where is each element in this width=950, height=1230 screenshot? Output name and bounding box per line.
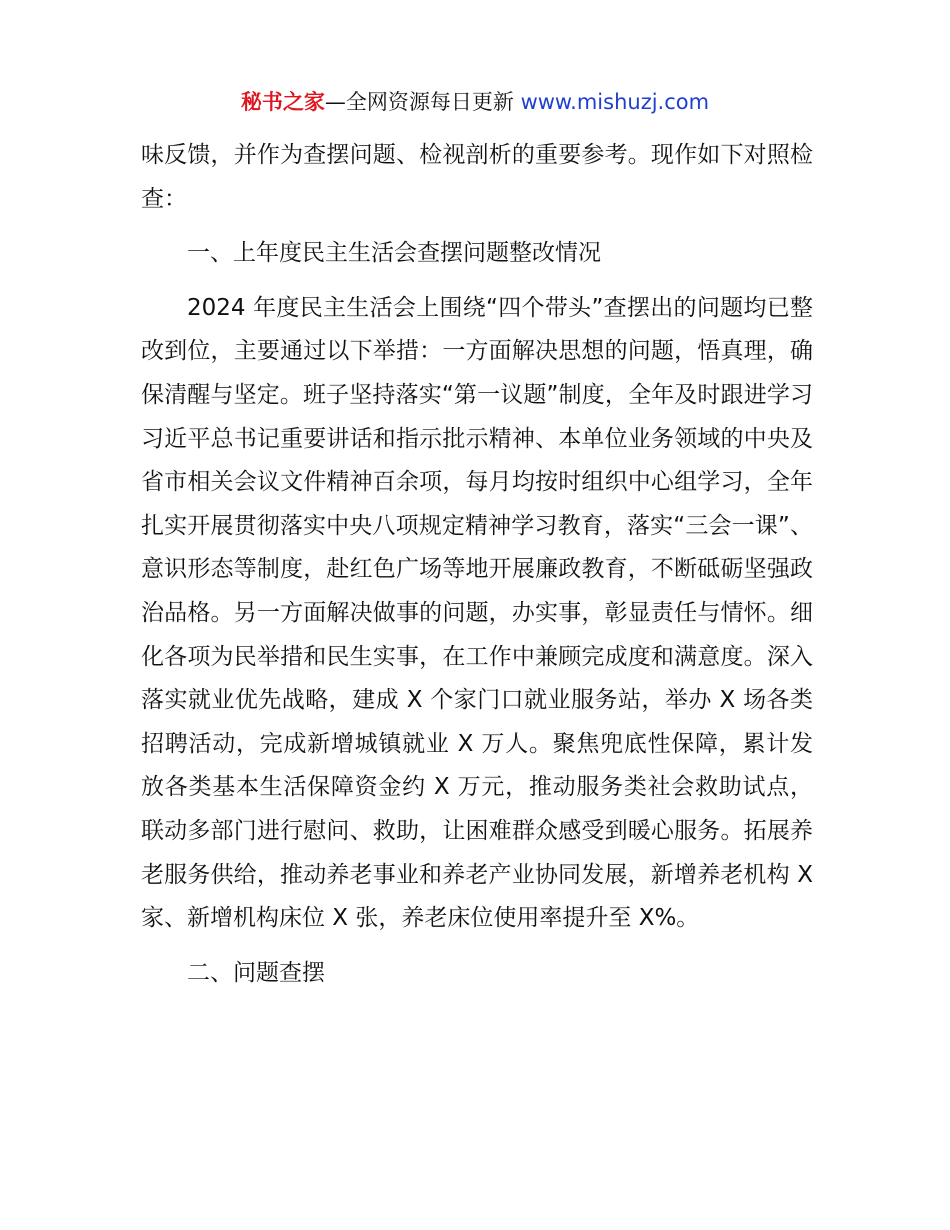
brand-name: 秘书之家 xyxy=(240,90,325,114)
site-url-link[interactable]: www.mishuzj.com xyxy=(520,90,710,114)
section-heading-2: 二、问题查摆 xyxy=(187,959,325,986)
header-tagline: —全网资源每日更新 xyxy=(324,90,514,114)
site-header xyxy=(0,86,950,118)
continuation-text: 味反馈，并作为查摆问题、检视剖析的重要参考。现作如下对照检查： xyxy=(141,142,813,212)
body-paragraph-1: 2024 年度民主生活会上围绕“四个带头”查摆出的问题均已整改到位，主要通过以下举措：一方面解决思想的问题，悟真理，确保清醒与坚定。班子坚持落实“第一议题”制度，全年及时跟进学习习近平总书记重要讲话和指示批示精神、本单位业务领域的中央及省市相关会议文件精神百余项，每月均按时组织中心组学习，全年扎实开展贯彻落实中央八项规定精神学习教育，落实“三会一课”、意识形态等制度，赴红色广场等地开展廉政教育，不断砥砺坚强政治品格。另一方面解决做事的问题，办实事，彰显责任与情怀。细化各项为民举措和民生实事，在工作中兼顾完成度和满意度。深入落实就业优先战略，建成 X 个家门口就业服务站，举办 X 场各类招聘活动，完成新增城镇就业 X 万人。聚焦兜底性保障，累计发放各类基本生活保障资金约 X 万元，推动服务类社会救助试点，联动多部门进行慰问、救助，让困难群众感受到暖心服务。拓展养老服务供给，推动养老事业和养老产业协同发展，新增养老机构 X 家、新增机构床位 X 张，养老床位使用率提升至 X%。 xyxy=(141,294,813,932)
section-heading-1: 一、上年度民主生活会查摆问题整改情况 xyxy=(187,240,601,267)
document-body xyxy=(141,134,813,995)
